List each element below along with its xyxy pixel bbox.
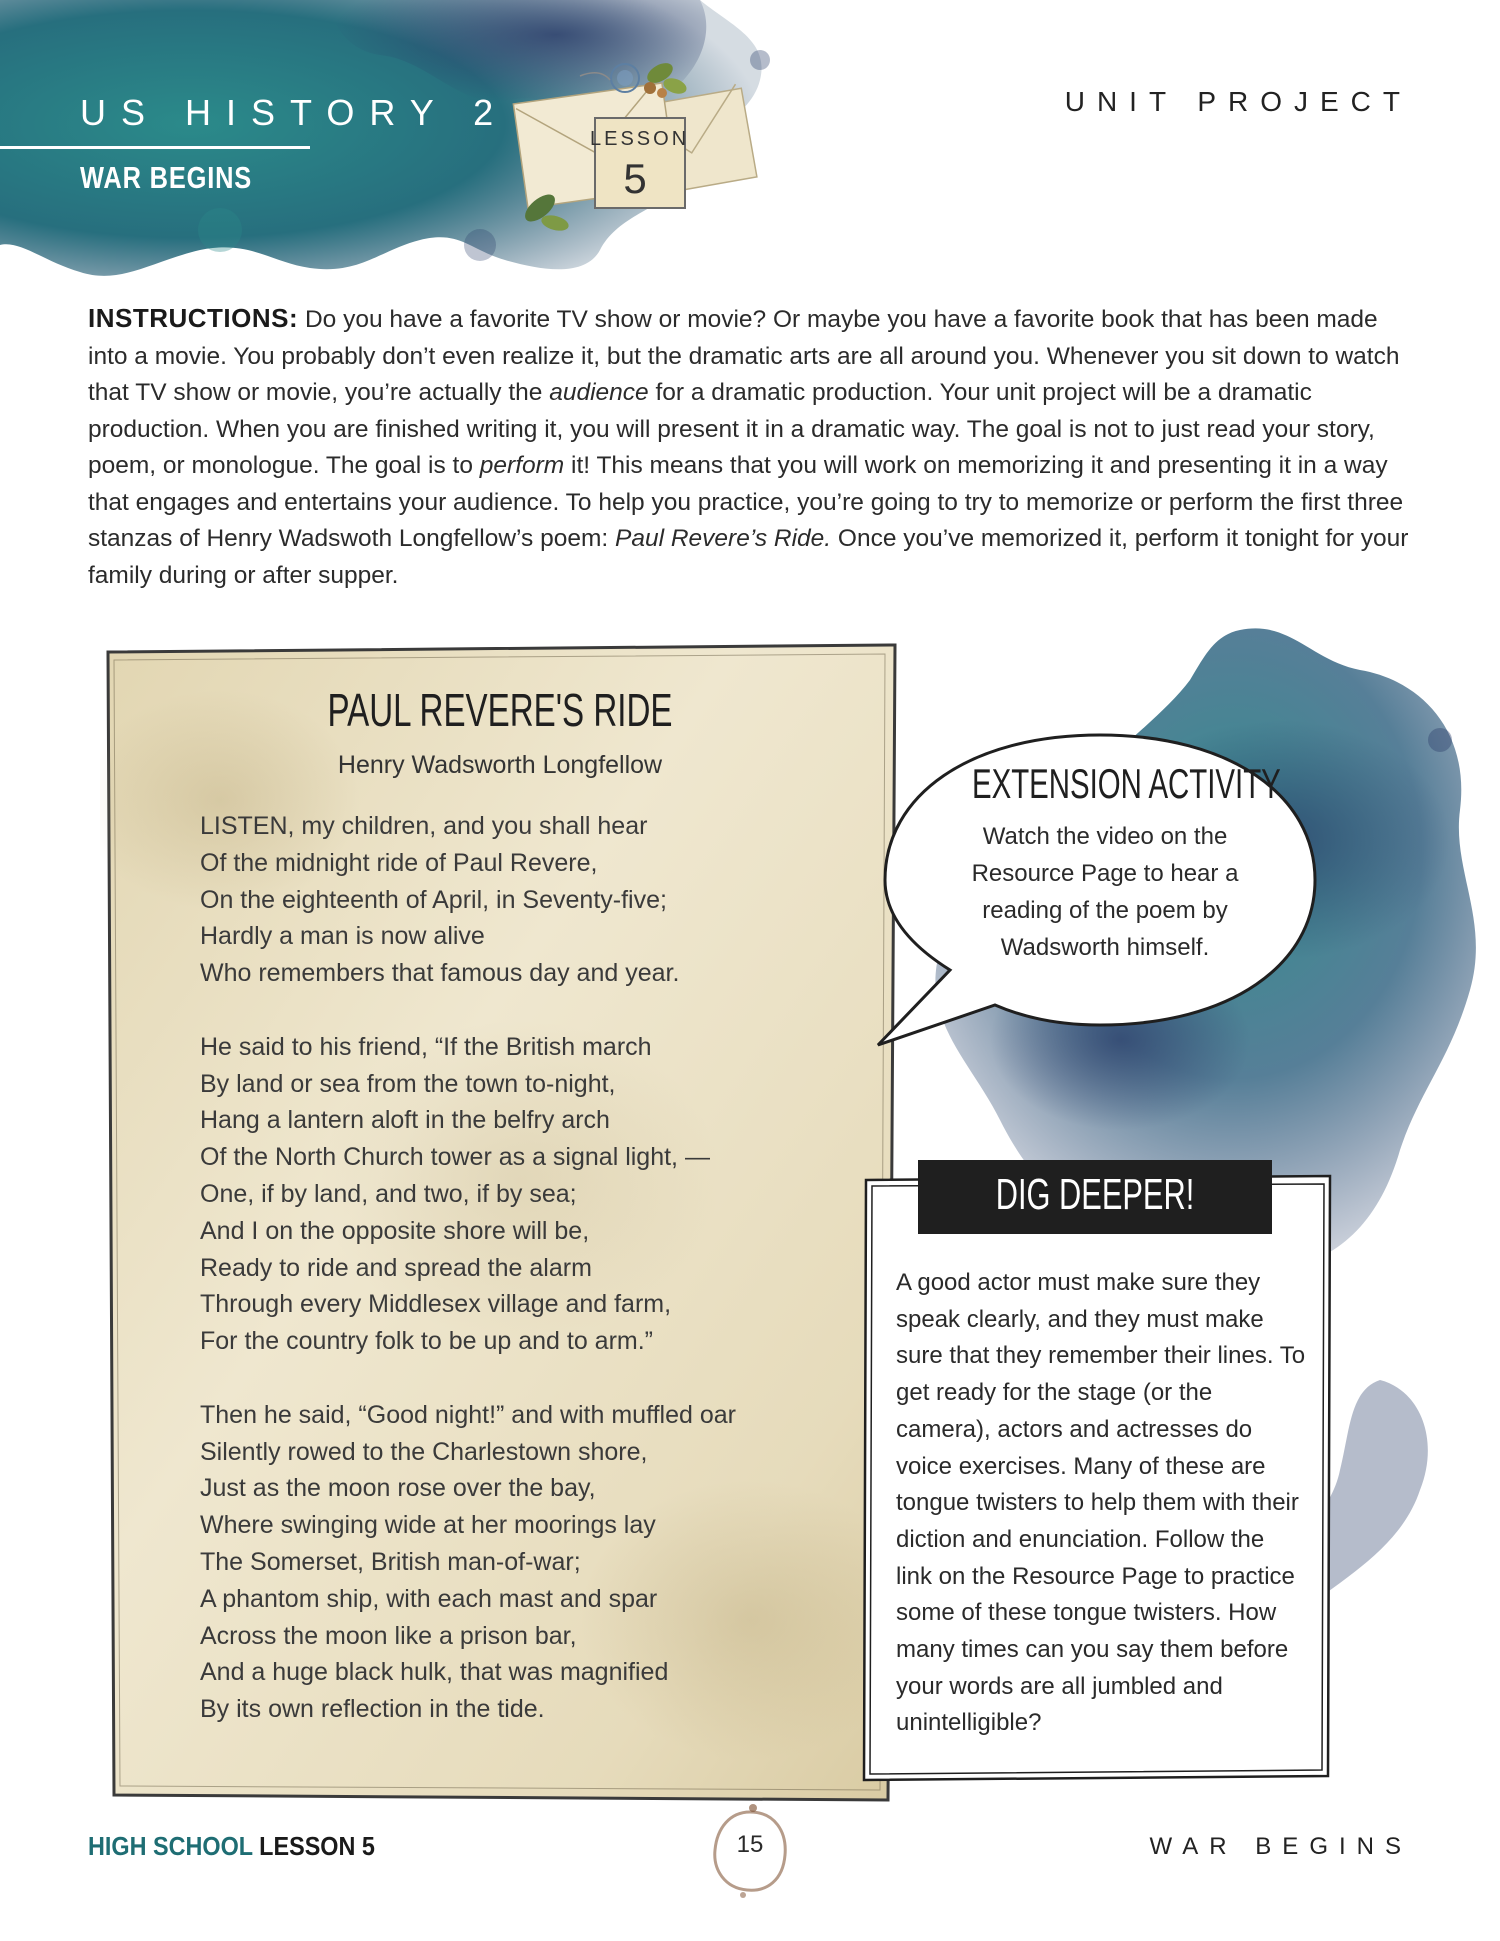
lesson-number: 5 <box>623 155 647 202</box>
poem-body <box>200 808 900 1728</box>
poem-line: Silently rowed to the Charlestown shore, <box>200 1437 648 1466</box>
poem-line: Hardly a man is now alive <box>200 922 485 951</box>
poem-line: He said to his friend, “If the British march <box>200 1032 652 1061</box>
footer-unit-label: WAR BEGINS <box>1149 1833 1412 1860</box>
poem-line: For the country folk to be up and to arm.” <box>200 1327 654 1356</box>
lesson-label: LESSON <box>590 128 690 150</box>
poem-line: Across the moon like a prison bar, <box>200 1621 577 1650</box>
instructions-text-4: Once you’ve memorized it, perform it tonight for your family during or after supper. <box>88 525 1409 589</box>
instructions-paragraph <box>88 300 1423 594</box>
poem-line: Ready to ride and spread the alarm <box>200 1253 592 1282</box>
poem-line: Of the North Church tower as a signal light, — <box>200 1143 710 1172</box>
section-label: UNIT PROJECT <box>1064 86 1412 117</box>
poem-line: Of the midnight ride of Paul Revere, <box>200 848 598 877</box>
poem-line: By land or sea from the town to-night, <box>200 1069 616 1098</box>
instructions-text-3: it! This means that you will work on memorizing it and presenting it in a way that engages and entertains your audience. To help you practice, you’re going to try to memorize or perform the first three stanzas of Henry Wadswoth Longfellow’s poem: <box>88 452 1404 552</box>
poem-line: Then he said, “Good night!” and with muffled oar <box>200 1400 736 1429</box>
extension-text: Watch the video on the Resource Page to hear a reading of the poem by Wadsworth himself. <box>971 823 1239 961</box>
instructions-lead: INSTRUCTIONS: <box>88 303 299 333</box>
poem-author: Henry Wadsworth Longfellow <box>337 751 663 779</box>
page-number: 15 <box>736 1831 764 1858</box>
dig-deeper-title: DIG DEEPER! <box>995 1170 1195 1219</box>
header-divider <box>0 146 310 149</box>
stanza-break <box>200 992 900 1029</box>
footer-lesson: LESSON 5 <box>252 1831 375 1861</box>
instructions-emphasis-poem-title: Paul Revere’s Ride. <box>615 525 832 552</box>
poem-line: Who remembers that famous day and year. <box>200 959 680 988</box>
poem-line: Just as the moon rose over the bay, <box>200 1474 596 1503</box>
poem-line: Hang a lantern aloft in the belfry arch <box>200 1106 610 1135</box>
poem-line: On the eighteenth of April, in Seventy-five; <box>200 885 667 914</box>
dig-deeper-text: A good actor must make sure they speak clearly, and they must make sure that they remember their lines. To get ready for the stage (or the camera), actors and actresses do voice exercises. Many of these are tongue twisters to help them with their diction and enunciation. Follow the link on the Resource Page to practice some of these tongue twisters. How many times can you say them before your words are all jumbled and unintelligible? <box>896 1269 1306 1737</box>
unit-title: WAR BEGINS <box>80 160 253 195</box>
poem-line: Through every Middlesex village and farm, <box>200 1290 672 1319</box>
extension-title: EXTENSION ACTIVITY <box>972 760 1281 807</box>
poem-line: One, if by land, and two, if by sea; <box>200 1179 577 1208</box>
instructions-text-2: for a dramatic production. Your unit project will be a dramatic production. When you are finished writing it, you will present it in a dramatic way. The goal is not to just read your story, poem, or monologue. The goal is to <box>88 379 1375 479</box>
poem-line: A phantom ship, with each mast and spar <box>200 1584 658 1613</box>
stanza-break <box>200 1360 900 1397</box>
poem-line: The Somerset, British man-of-war; <box>200 1547 581 1576</box>
poem-line: LISTEN, my children, and you shall hear <box>200 812 648 840</box>
poem-line: Where swinging wide at her moorings lay <box>200 1511 656 1540</box>
poem-line: By its own reflection in the tide. <box>200 1695 545 1724</box>
course-title: US HISTORY 2 <box>80 92 509 133</box>
poem-line: And I on the opposite shore will be, <box>200 1216 590 1245</box>
poem-title: PAUL REVERE'S RIDE <box>327 684 673 736</box>
instructions-emphasis-perform: perform <box>479 452 565 479</box>
poem-line: And a huge black hulk, that was magnified <box>200 1658 669 1687</box>
footer-level: HIGH SCHOOL <box>88 1831 253 1861</box>
instructions-emphasis-audience: audience <box>549 379 649 406</box>
footer-course-label <box>88 1831 375 1862</box>
instructions-text-1: Do you have a favorite TV show or movie? Or maybe you have a favorite book that has been made into a movie. You probably don’t even realize it, but the dramatic arts are all around you. Whenever you sit down to watch that TV show or movie, you’re actually the <box>88 306 1400 406</box>
